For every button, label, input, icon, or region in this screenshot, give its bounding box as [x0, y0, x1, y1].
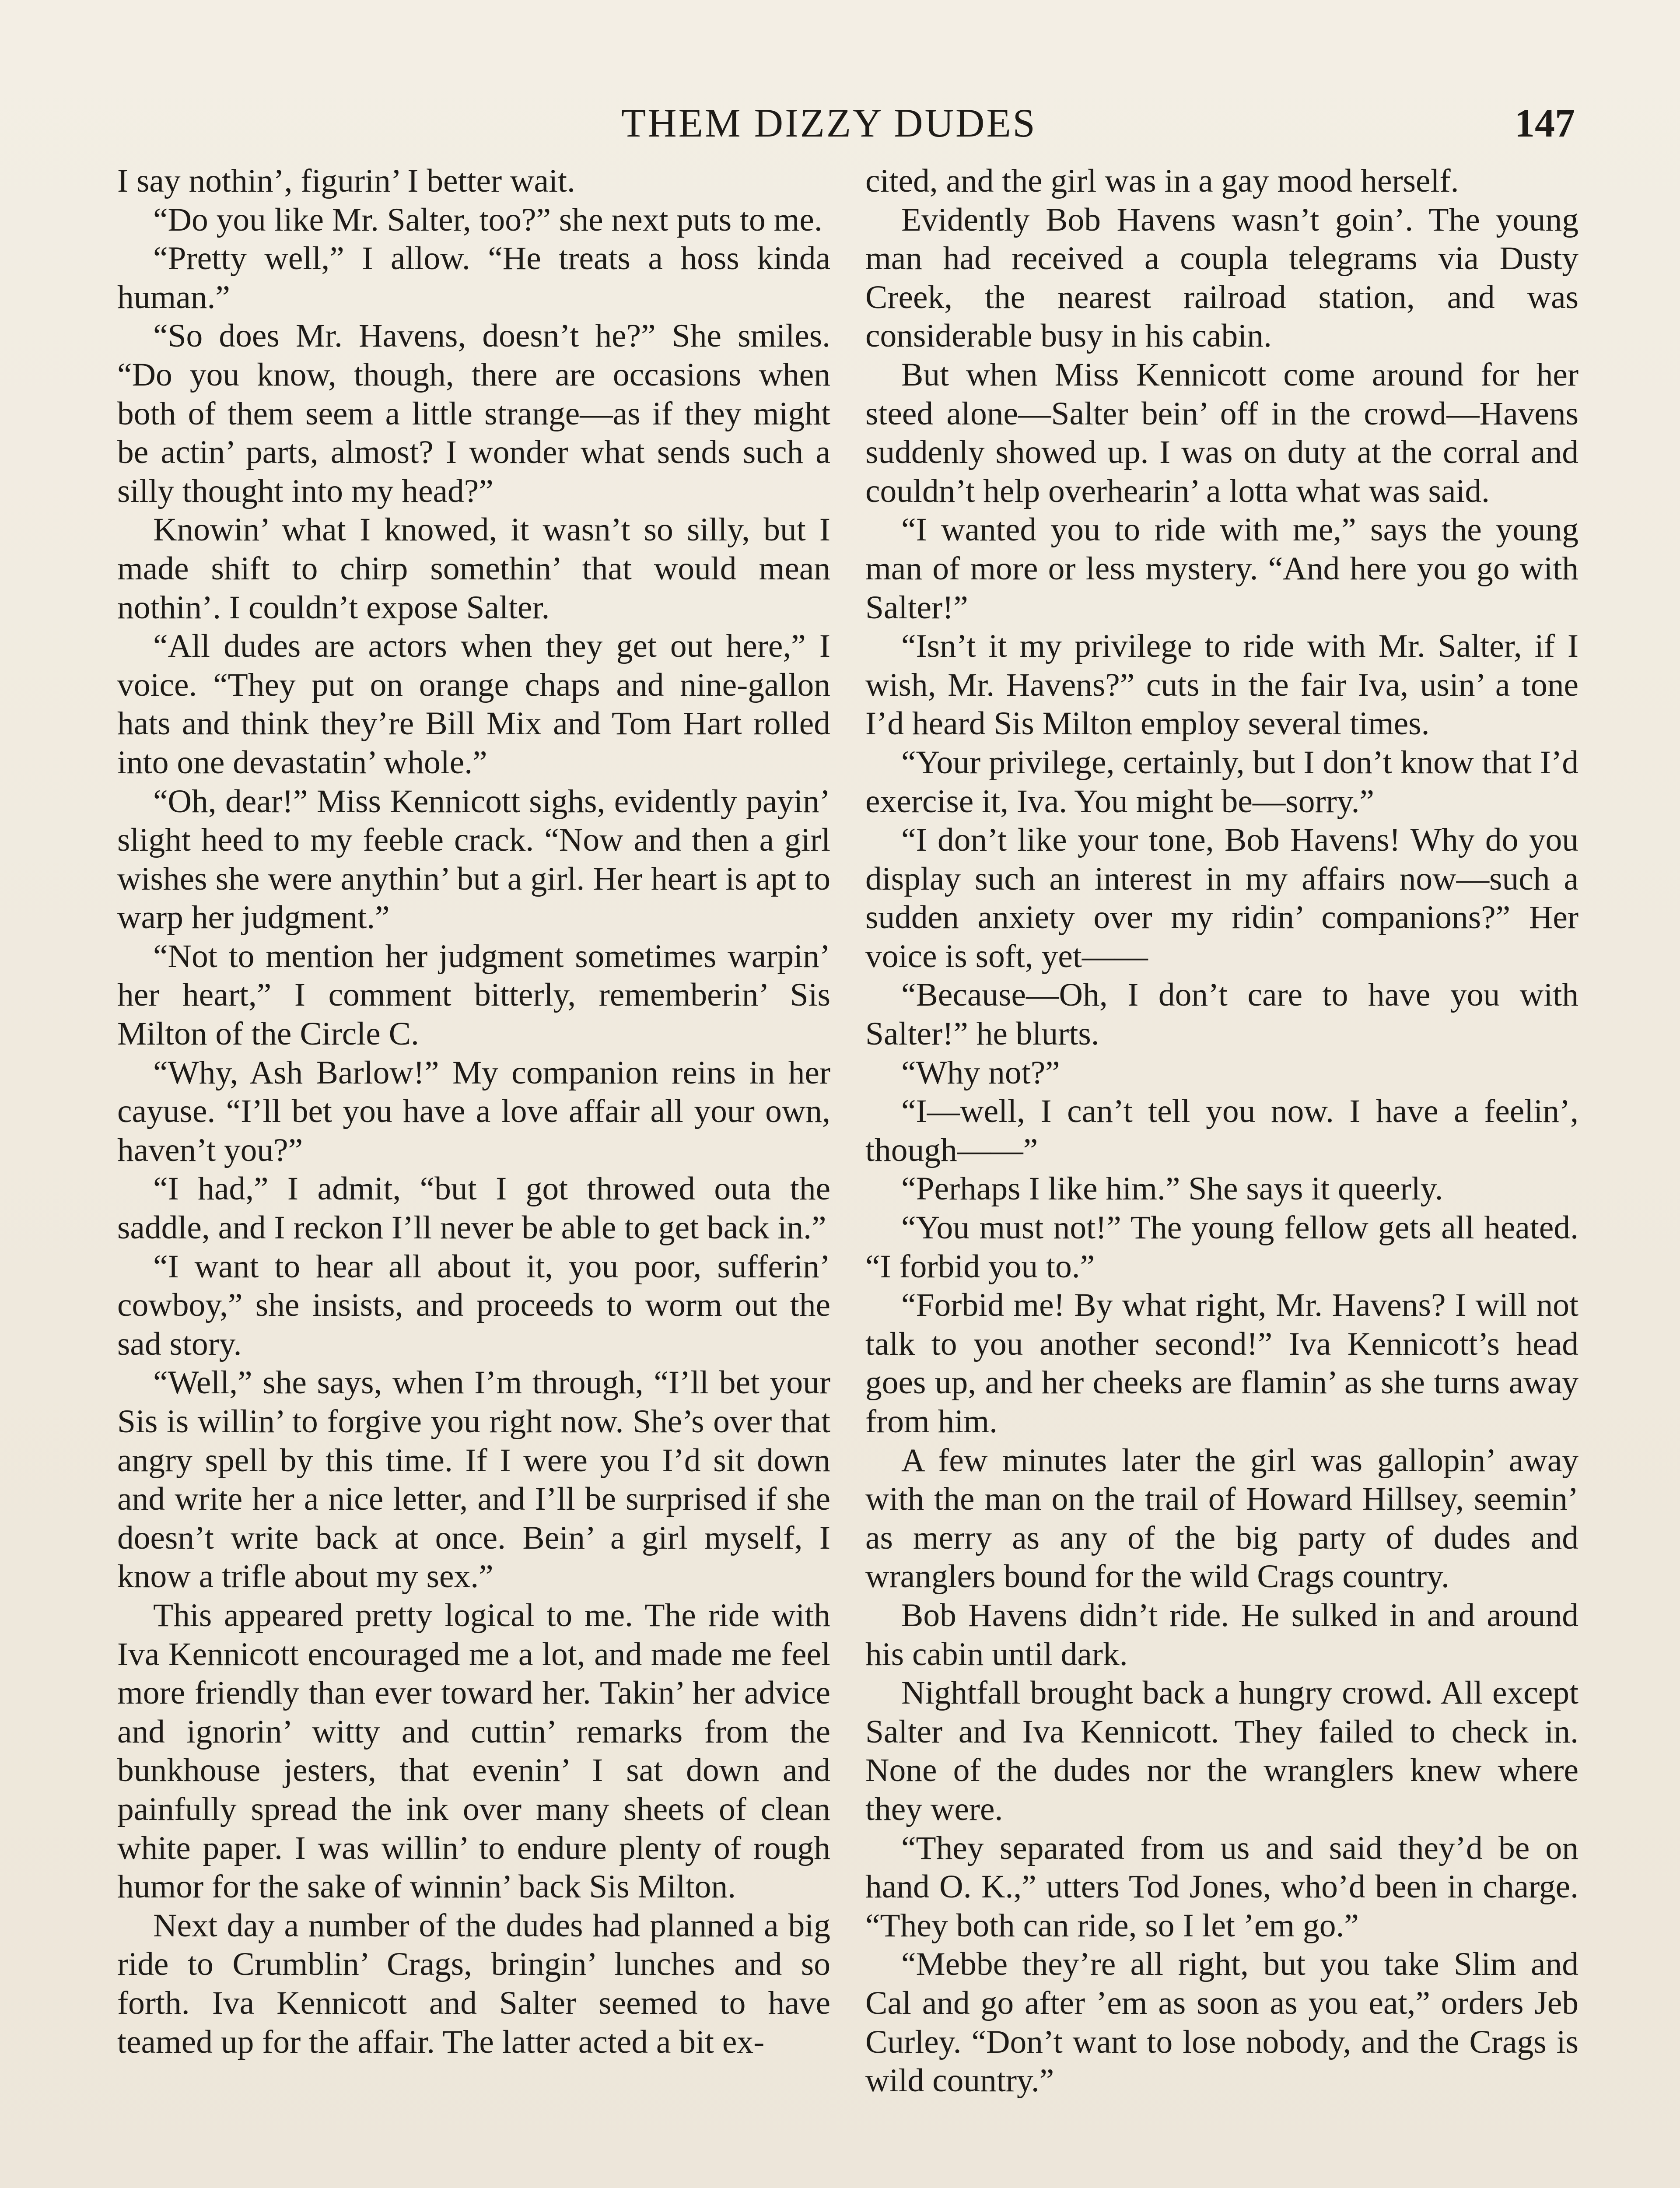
- paragraph: “All dudes are actors when they get out here,” I voice. “They put on orange chaps and nine-gallon hats and think they’re Bill Mix and Tom Hart rolled into one devastatin’ whole.”: [117, 628, 830, 781]
- paragraph: “Your privilege, certainly, but I don’t know that I’d exercise it, Iva. You might be—sorry.”: [865, 744, 1578, 820]
- paragraph: Bob Havens didn’t ride. He sulked in and around his cabin until dark.: [865, 1597, 1578, 1673]
- paragraph: “Because—Oh, I don’t care to have you with Salter!” he blurts.: [865, 977, 1578, 1052]
- right-text-column: [865, 162, 1578, 2100]
- paragraph: Next day a number of the dudes had planned a big ride to Crumblin’ Crags, bringin’ lunches and so forth. Iva Kennicott and Salter seemed to have teamed up for the affair. The latter acted a bit ex-: [117, 1907, 830, 2060]
- paragraph: A few minutes later the girl was gallopin’ away with the man on the trail of Howard Hillsey, seemin’ as merry as any of the big party of dudes and wranglers bound for the wild Crags country.: [865, 1442, 1578, 1595]
- paragraph: “Do you like Mr. Salter, too?” she next puts to me.: [153, 201, 822, 238]
- paragraph: “Pretty well,” I allow. “He treats a hoss kinda human.”: [117, 240, 830, 316]
- paragraph: “Why, Ash Barlow!” My companion reins in her cayuse. “I’ll bet you have a love affair all your own, haven’t you?”: [117, 1054, 830, 1168]
- paragraph: “You must not!” The young fellow gets all heated. “I forbid you to.”: [865, 1210, 1578, 1285]
- paragraph: “Mebbe they’re all right, but you take Slim and Cal and go after ’em as soon as you eat,” orders Jeb Curley. “Don’t want to lose nobody, and the Crags is wild country.”: [865, 1946, 1578, 2099]
- paragraph: “I wanted you to ride with me,” says the young man of more or less mystery. “And here you go with Salter!”: [865, 512, 1578, 626]
- page-header: [438, 100, 1575, 144]
- paragraph: “Well,” she says, when I’m through, “I’ll bet your Sis is willin’ to forgive you right now. She’s over that angry spell by this time. If I were you I’d sit down and write her a nice letter, and I’ll be surprised if she doesn’t write back at once. Bein’ a girl myself, I know a trifle about my sex.”: [117, 1364, 830, 1595]
- paragraph: This appeared pretty logical to me. The ride with Iva Kennicott encouraged me a lot, and made me feel more friendly than ever toward her. Takin’ her advice and ignorin’ witty and cuttin’ remarks from the bunkhouse jesters, that evenin’ I sat down and painfully spread the ink over many sheets of clean white paper. I was willin’ to endure plenty of rough humor for the sake of winnin’ back Sis Milton.: [117, 1597, 830, 1905]
- page-number: 147: [1515, 101, 1575, 145]
- paragraph: I say nothin’, figurin’ I better wait.: [117, 163, 575, 199]
- paragraph: “They separated from us and said they’d be on hand O. K.,” utters Tod Jones, who’d been in charge. “They both can ride, so I let ’em go.”: [865, 1830, 1578, 1944]
- left-text-column: [117, 162, 830, 2062]
- paragraph: “Isn’t it my privilege to ride with Mr. Salter, if I wish, Mr. Havens?” cuts in the fair Iva, usin’ a tone I’d heard Sis Milton employ several times.: [865, 628, 1578, 742]
- paragraph: “I had,” I admit, “but I got throwed outa the saddle, and I reckon I’ll never be able to get back in.”: [117, 1171, 830, 1246]
- paragraph: “I—well, I can’t tell you now. I have a feelin’, though——”: [865, 1093, 1578, 1168]
- paragraph: “Why not?”: [901, 1054, 1060, 1091]
- paragraph: “Not to mention her judgment sometimes warpin’ her heart,” I comment bitterly, rememberin’ Sis Milton of the Circle C.: [117, 938, 830, 1052]
- paragraph: Evidently Bob Havens wasn’t goin’. The young man had received a coupla telegrams via Dusty Creek, the nearest railroad station, and was considerable busy in his cabin.: [865, 201, 1578, 354]
- paragraph: “Perhaps I like him.” She says it queerly.: [901, 1171, 1443, 1207]
- paragraph: “So does Mr. Havens, doesn’t he?” She smiles. “Do you know, though, there are occasions when both of them seem a little strange—as if they might be actin’ parts, almost? I wonder what sends such a silly thought into my head?”: [117, 318, 830, 509]
- paragraph: “I want to hear all about it, you poor, sufferin’ cowboy,” she insists, and proceeds to worm out the sad story.: [117, 1248, 830, 1362]
- paragraph: “Oh, dear!” Miss Kennicott sighs, evidently payin’ slight heed to my feeble crack. “Now and then a girl wishes she were anythin’ but a girl. Her heart is apt to warp her judgment.”: [117, 783, 830, 936]
- paragraph: “Forbid me! By what right, Mr. Havens? I will not talk to you another second!” Iva Kennicott’s head goes up, and her cheeks are flamin’ as she turns away from him.: [865, 1287, 1578, 1440]
- paragraph: Knowin’ what I knowed, it wasn’t so silly, but I made shift to chirp somethin’ that would mean nothin’. I couldn’t expose Salter.: [117, 512, 830, 626]
- paragraph: Nightfall brought back a hungry crowd. All except Salter and Iva Kennicott. They failed to check in. None of the dudes nor the wranglers knew where they were.: [865, 1675, 1578, 1827]
- paragraph: “I don’t like your tone, Bob Havens! Why do you display such an interest in my affairs now—such a sudden anxiety over my ridin’ companions?” Her voice is soft, yet——: [865, 822, 1578, 975]
- paragraph: But when Miss Kennicott come around for her steed alone—Salter bein’ off in the crowd—Havens suddenly showed up. I was on duty at the corral and couldn’t help overhearin’ a lotta what was said.: [865, 356, 1578, 509]
- paragraph: cited, and the girl was in a gay mood herself.: [865, 163, 1459, 199]
- running-title: THEM DIZZY DUDES: [621, 101, 1037, 145]
